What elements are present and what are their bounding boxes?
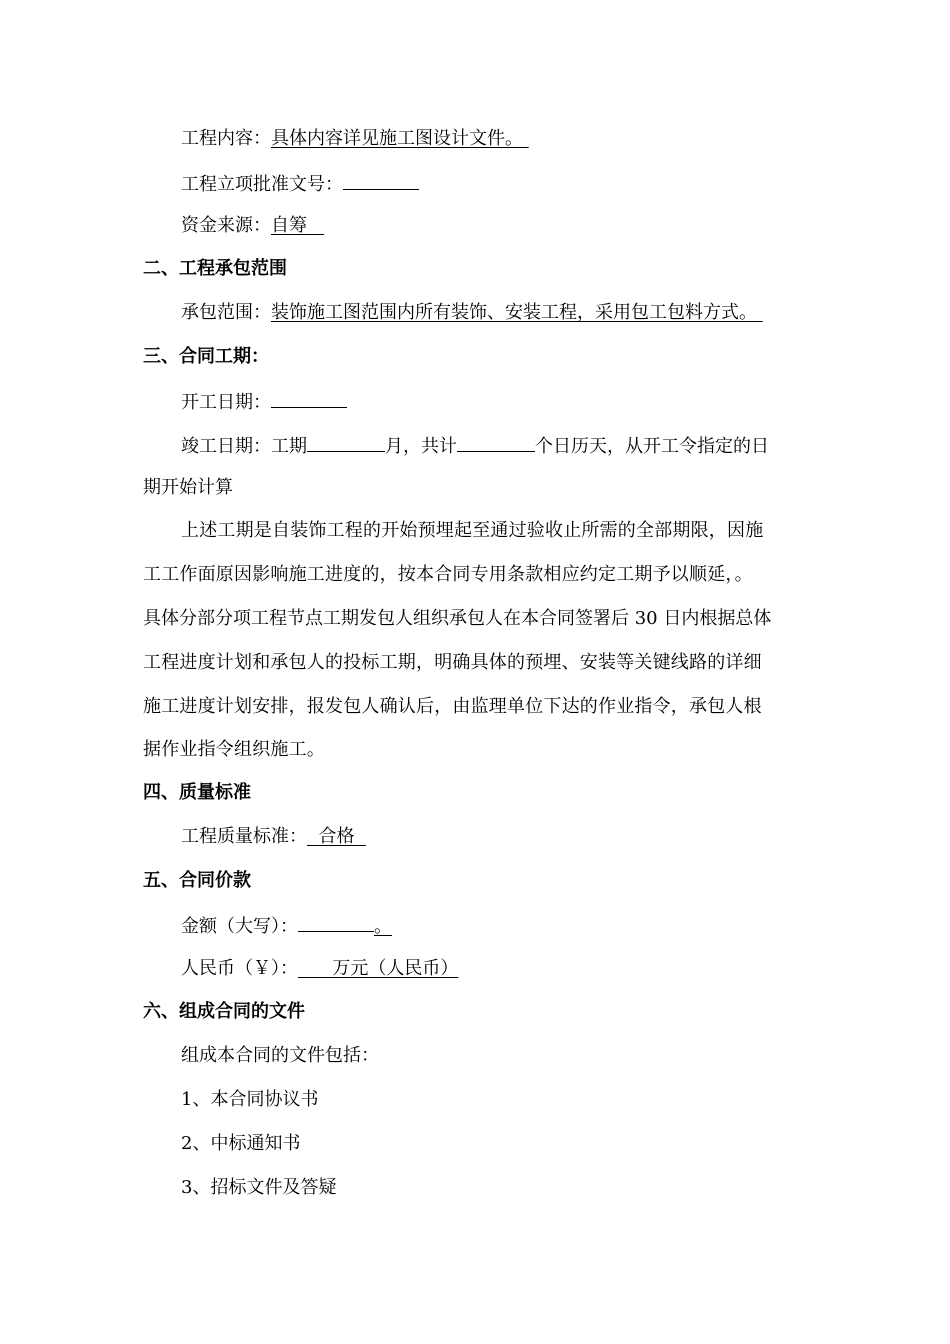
- amount-chinese-suffix: 。: [374, 916, 392, 937]
- completion-duration-middle: 月，共计: [385, 436, 457, 457]
- funding-source-line: [181, 214, 851, 238]
- document-item-2: 2、中标通知书: [181, 1133, 301, 1154]
- document-item-1: 1、本合同协议书: [181, 1089, 319, 1110]
- completion-duration-prefix: 工期: [271, 436, 307, 457]
- completion-months-blank: [307, 433, 385, 452]
- schedule-paragraph-line-6: 据作业指令组织施工。: [143, 739, 325, 760]
- amount-rmb-label: 人民币（￥）：: [181, 958, 298, 979]
- funding-source-label: 资金来源：: [181, 215, 271, 236]
- section-6-heading: 六、组成合同的文件: [143, 1001, 305, 1022]
- start-date-line: [181, 389, 851, 415]
- quality-standard-label: 工程质量标准：: [181, 826, 307, 847]
- project-content-line: [181, 127, 851, 151]
- schedule-paragraph-line-5: 施工进度计划安排，报发包人确认后，由监理单位下达的作业指令，承包人根: [143, 696, 762, 717]
- section-2-heading: 二、工程承包范围: [143, 258, 287, 279]
- completion-days-blank: [457, 433, 535, 452]
- schedule-paragraph-line-2: 工工作面原因影响施工进度的，按本合同专用条款相应约定工期予以顺延，。: [143, 564, 753, 585]
- approval-number-line: [181, 171, 851, 197]
- documents-intro: 组成本合同的文件包括：: [181, 1045, 379, 1066]
- amount-chinese-blank: [298, 913, 374, 932]
- schedule-paragraph-line-1: 上述工期是自装饰工程的开始预埋起至通过验收止所需的全部期限，因施: [181, 520, 764, 541]
- section-5-heading: 五、合同价款: [143, 870, 251, 891]
- start-date-blank: [271, 389, 347, 408]
- section-3-heading: 三、合同工期：: [143, 346, 269, 367]
- schedule-paragraph-line-4: 工程进度计划和承包人的投标工期，明确具体的预埋、安装等关键线路的详细: [143, 652, 762, 673]
- completion-duration-suffix: 个日历天，从开工令指定的日: [535, 436, 769, 457]
- approval-number-label: 工程立项批准文号：: [181, 174, 343, 195]
- schedule-paragraph-line-3: 具体分部分项工程节点工期发包人组织承包人在本合同签署后 30 日内根据总体: [143, 608, 772, 629]
- amount-rmb-line: [181, 957, 851, 981]
- scope-line: [181, 301, 851, 325]
- approval-number-blank: [343, 171, 419, 190]
- amount-chinese-line: [181, 913, 851, 939]
- project-content-value: 具体内容详见施工图设计文件。: [271, 128, 523, 149]
- section-4-heading: 四、质量标准: [143, 782, 251, 803]
- amount-rmb-value: 万元（人民币）: [332, 958, 459, 979]
- start-date-label: 开工日期：: [181, 392, 271, 413]
- quality-standard-line: [181, 825, 851, 849]
- scope-label: 承包范围：: [181, 302, 271, 323]
- completion-date-label: 竣工日期：: [181, 436, 271, 457]
- scope-value: 装饰施工图范围内所有装饰、安装工程，采用包工包料方式。: [271, 302, 757, 323]
- completion-date-line-2: 期开始计算: [143, 477, 233, 498]
- completion-date-line: [181, 433, 811, 459]
- document-item-3: 3、招标文件及答疑: [181, 1177, 337, 1198]
- quality-standard-value: 合格: [318, 826, 355, 847]
- funding-source-value: 自筹: [271, 215, 307, 236]
- amount-chinese-label: 金额（大写）：: [181, 916, 298, 937]
- project-content-label: 工程内容：: [181, 128, 271, 149]
